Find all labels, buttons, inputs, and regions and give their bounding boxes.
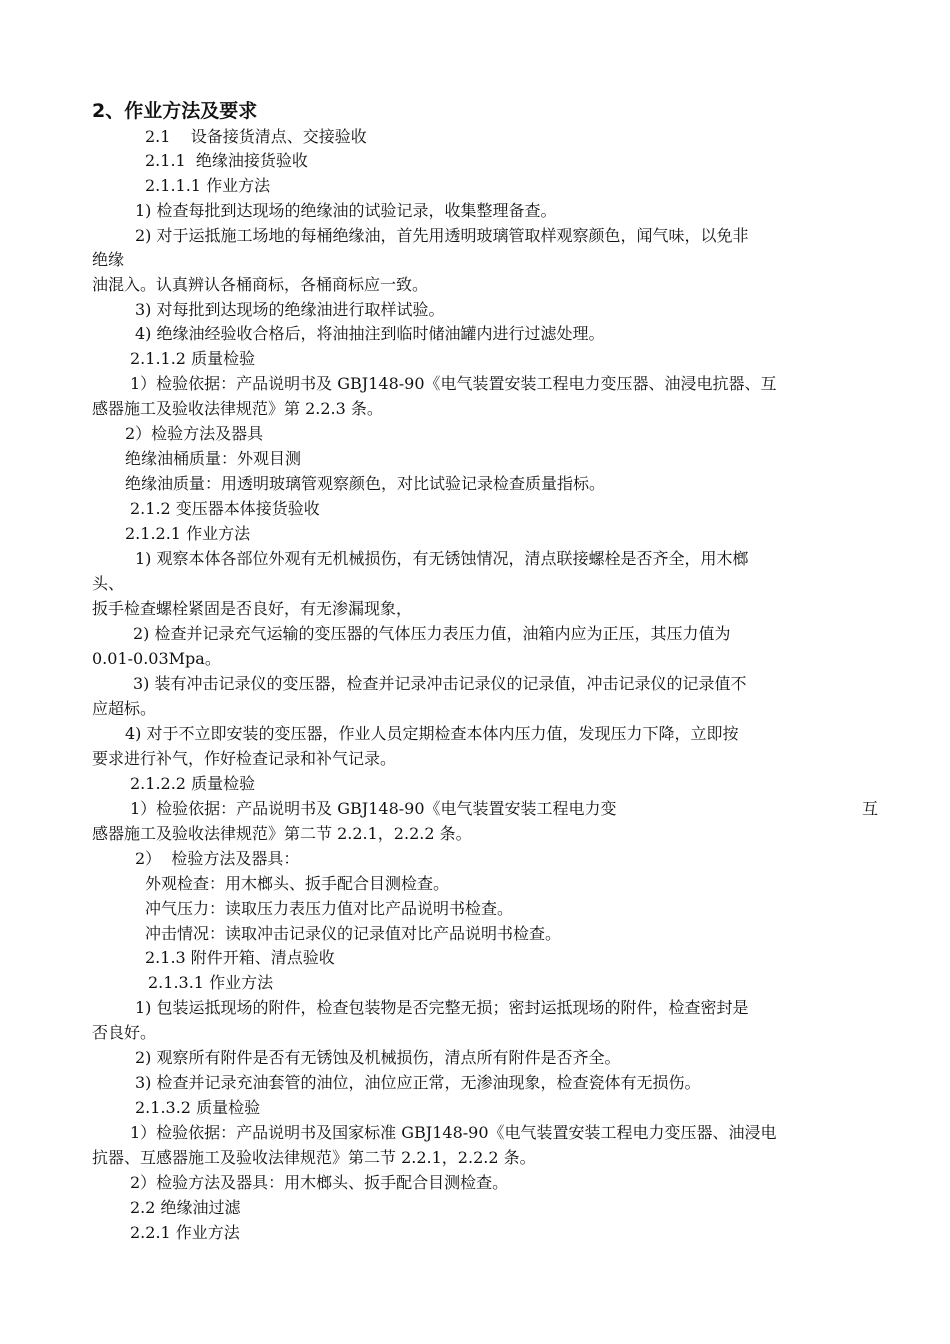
subsection-heading: 2.1.2 变压器本体接货验收	[130, 499, 320, 518]
paragraph-line: 扳手检查螺栓紧固是否良好，有无渗漏现象，	[92, 599, 413, 618]
paragraph-line: 1）检验依据：产品说明书及 GBJ148-90《电气装置安装工程电力变	[130, 799, 617, 818]
paragraph-line: 冲气压力：读取压力表压力值对比产品说明书检查。	[145, 899, 514, 918]
subsection-heading: 2.1.3.1 作业方法	[148, 973, 274, 992]
paragraph-line: 1) 检查每批到达现场的绝缘油的试验记录，收集整理备查。	[135, 201, 557, 220]
paragraph-line: 要求进行补气，作好检查记录和补气记录。	[92, 749, 397, 768]
subsection-heading: 2.2 绝缘油过滤	[130, 1198, 241, 1217]
paragraph-line: 2) 观察所有附件是否有无锈蚀及机械损伤，清点所有附件是否齐全。	[135, 1048, 621, 1067]
paragraph-line: 1）检验依据：产品说明书及国家标准 GBJ148-90《电气装置安装工程电力变压器、油浸电	[130, 1123, 777, 1142]
subsection-heading: 2.2.1 作业方法	[130, 1223, 240, 1242]
subsection-heading: 2.1.3.2 质量检验	[135, 1098, 261, 1117]
paragraph-line: 抗器、互感器施工及验收法律规范》第二节 2.2.1，2.2.2 条。	[92, 1148, 536, 1167]
paragraph-line: 2) 检查并记录充气运输的变压器的气体压力表压力值，油箱内应为正压，其压力值为	[133, 624, 731, 643]
paragraph-line: 油混入。认真辨认各桶商标，各桶商标应一致。	[92, 275, 429, 294]
paragraph-line: 2）检验方法及器具：用木榔头、扳手配合目测检查。	[130, 1173, 509, 1192]
paragraph-line: 冲击情况：读取冲击记录仪的记录值对比产品说明书检查。	[145, 924, 562, 943]
paragraph-line: 1) 观察本体各部位外观有无机械损伤，有无锈蚀情况，清点联接螺栓是否齐全，用木榔	[135, 549, 749, 568]
paragraph-line: 头、	[92, 574, 125, 593]
subsection-heading: 2.1.1.1 作业方法	[145, 176, 271, 195]
paragraph-line: 0.01-0.03Mpa。	[92, 649, 221, 668]
paragraph-line: 绝缘	[92, 250, 125, 269]
paragraph-line: 感器施工及验收法律规范》第 2.2.3 条。	[92, 399, 383, 418]
paragraph-line: 绝缘油桶质量：外观目测	[125, 449, 302, 468]
paragraph-line: 1）检验依据：产品说明书及 GBJ148-90《电气装置安装工程电力变压器、油浸电抗器、互	[130, 374, 777, 393]
subsection-heading: 2.1.3 附件开箱、清点验收	[145, 948, 335, 967]
paragraph-line: 感器施工及验收法律规范》第二节 2.2.1，2.2.2 条。	[92, 824, 472, 843]
paragraph-line: 3) 对每批到达现场的绝缘油进行取样试验。	[135, 300, 445, 319]
paragraph-line: 否良好。	[92, 1023, 157, 1042]
paragraph-line-end: 互	[862, 799, 879, 818]
paragraph-line: 应超标。	[92, 699, 157, 718]
paragraph-line: 绝缘油质量：用透明玻璃管观察颜色，对比试验记录检查质量指标。	[125, 474, 606, 493]
paragraph-line: 3) 装有冲击记录仪的变压器，检查并记录冲击记录仪的记录值，冲击记录仪的记录值不	[133, 674, 747, 693]
paragraph-line: 2）检验方法及器具	[125, 424, 264, 443]
paragraph-line: 1) 包装运抵现场的附件，检查包装物是否完整无损；密封运抵现场的附件，检查密封是	[135, 998, 749, 1017]
subsection-heading: 2.1.1.2 质量检验	[130, 349, 256, 368]
paragraph-line: 3) 检查并记录充油套管的油位，油位应正常，无渗油现象，检查瓷体有无损伤。	[135, 1073, 701, 1092]
subsection-heading: 2.1.1 绝缘油接货验收	[145, 151, 308, 170]
paragraph-line: 2） 检验方法及器具：	[135, 849, 300, 868]
paragraph-line: 4) 对于不立即安装的变压器，作业人员定期检查本体内压力值，发现压力下降，立即按	[125, 724, 739, 743]
section-heading: 2、作业方法及要求	[92, 100, 258, 122]
paragraph-line: 2) 对于运抵施工场地的每桶绝缘油，首先用透明玻璃管取样观察颜色，闻气味，以免非	[135, 226, 749, 245]
paragraph-line: 外观检查：用木榔头、扳手配合目测检查。	[145, 874, 450, 893]
subsection-heading: 2.1.2.2 质量检验	[130, 774, 256, 793]
paragraph-line: 4) 绝缘油经验收合格后，将油抽注到临时储油罐内进行过滤处理。	[135, 324, 605, 343]
subsection-heading: 2.1 设备接货清点、交接验收	[145, 127, 367, 146]
subsection-heading: 2.1.2.1 作业方法	[125, 524, 251, 543]
